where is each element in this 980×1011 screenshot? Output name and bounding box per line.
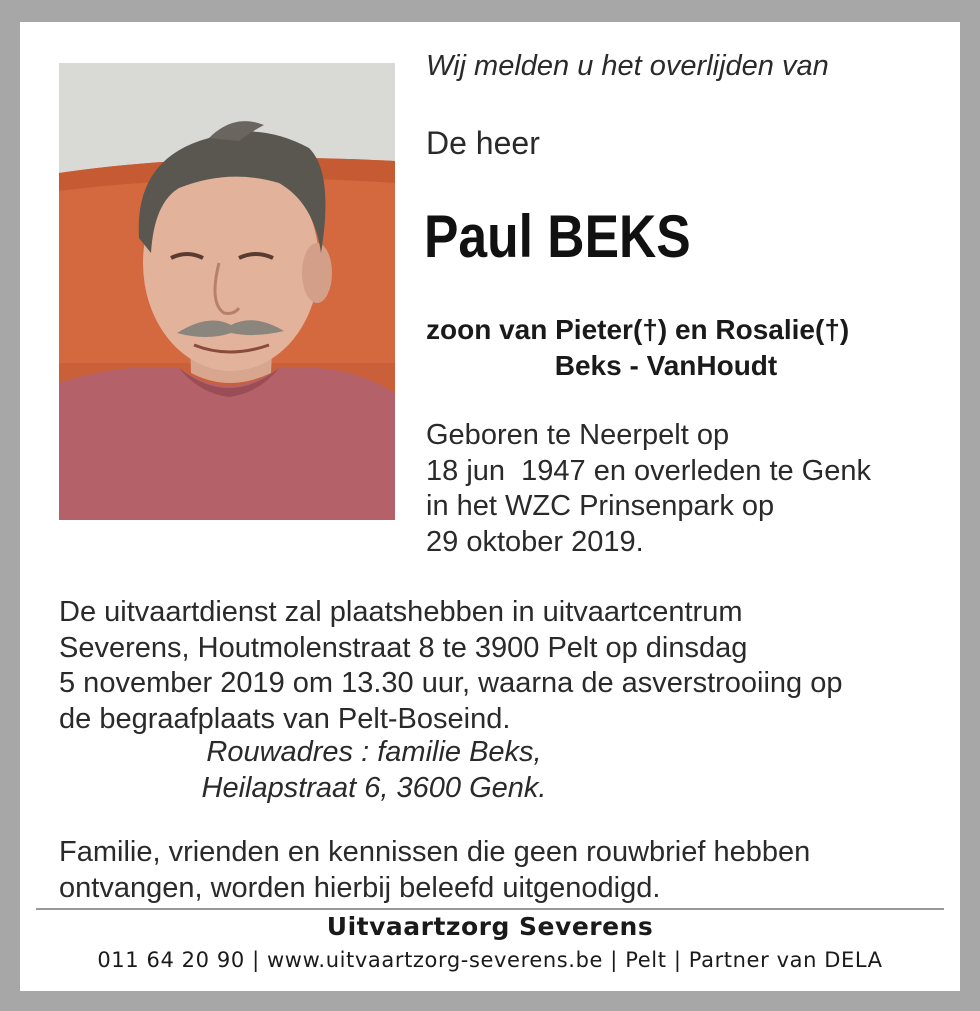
address-line: Heilapstraat 6, 3600 Genk.: [201, 771, 547, 804]
birth-line: in het WZC Prinsenpark op: [426, 490, 775, 522]
funeral-home-contact: 011 64 20 90 | www.uitvaartzorg-severens.be | Pelt | Partner van DELA: [97, 948, 883, 972]
parents-line-1: zoon van Pieter(†) en Rosalie(†): [426, 314, 850, 345]
service-line: 5 november 2019 om 13.30 uur, waarna de asverstrooiing op: [59, 667, 843, 699]
service-info: [59, 595, 843, 737]
footer-divider: [36, 908, 944, 910]
obituary-card: [20, 22, 960, 991]
birth-death-info: [426, 418, 871, 560]
birth-line: 29 oktober 2019.: [426, 525, 644, 558]
invitation-text: [59, 835, 810, 906]
birth-line: 18 jun 1947 en overleden te Genk: [426, 454, 871, 487]
deceased-name: Paul BEKS: [424, 203, 691, 270]
service-line: Severens, Houtmolenstraat 8 te 3900 Pelt op dinsdag: [59, 631, 748, 664]
parents: [426, 312, 906, 384]
service-line: de begraafplaats van Pelt-Boseind.: [59, 702, 511, 735]
mourning-address: [59, 735, 689, 806]
funeral-home-name: Uitvaartzorg Severens: [326, 912, 654, 941]
birth-line: Geboren te Neerpelt op: [426, 419, 730, 451]
service-line: De uitvaartdienst zal plaatshebben in uitvaartcentrum: [59, 596, 743, 628]
portrait-photo: [59, 63, 395, 520]
invite-line: ontvangen, worden hierbij beleefd uitgenodigd.: [59, 871, 661, 904]
address-line: Rouwadres : familie Beks,: [206, 736, 542, 768]
honorific: De heer: [426, 125, 540, 161]
parents-line-2: Beks - VanHoudt: [554, 350, 778, 381]
invite-line: Familie, vrienden en kennissen die geen rouwbrief hebben: [59, 836, 811, 868]
announcement-lead: Wij melden u het overlijden van: [426, 50, 829, 82]
